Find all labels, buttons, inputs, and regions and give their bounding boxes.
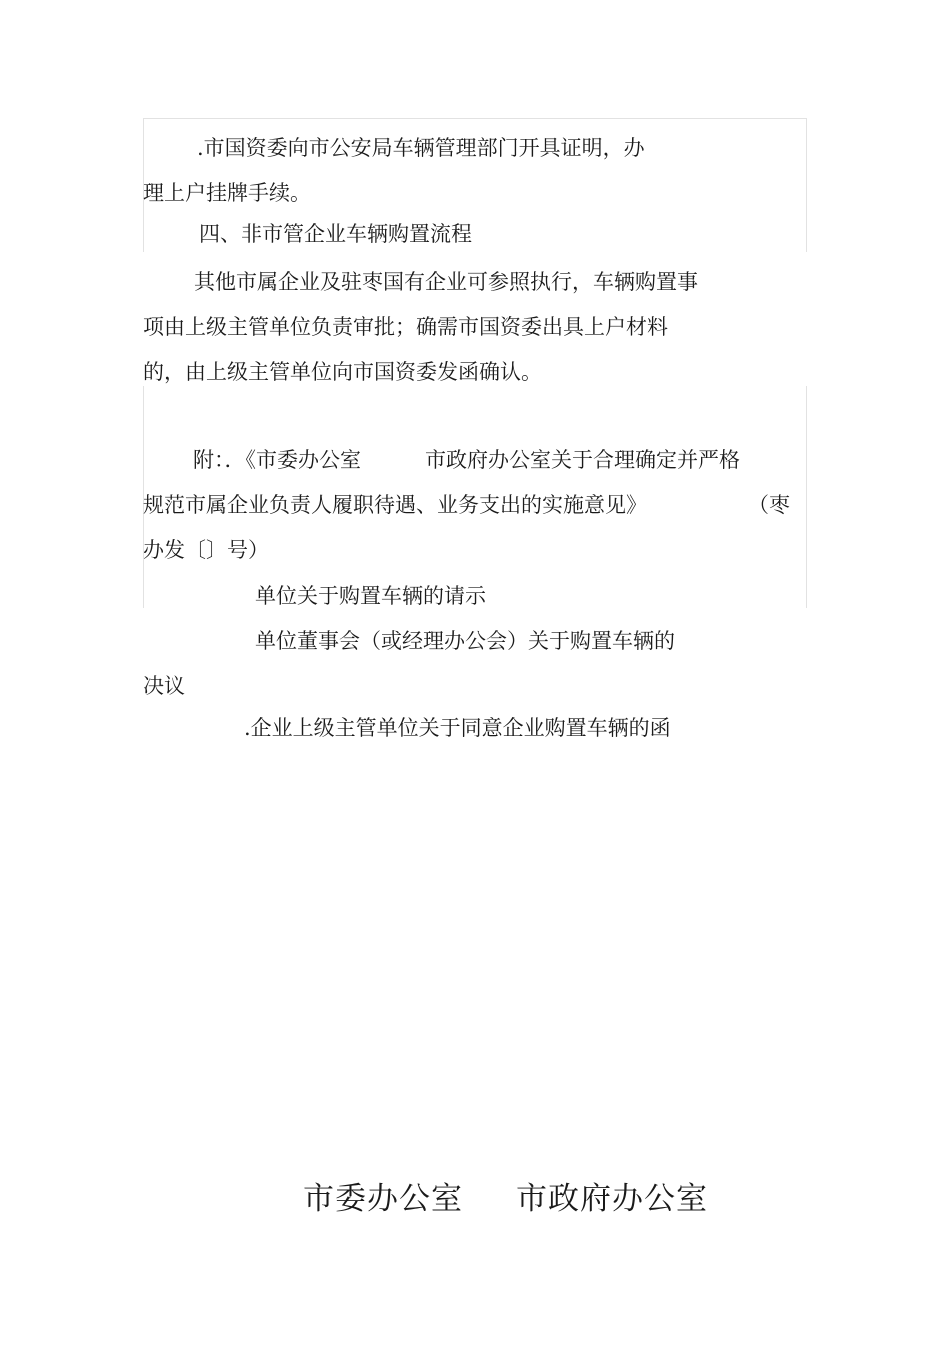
- attachment-line-1b: 市政府办公室关于合理确定并严格: [425, 448, 740, 472]
- paragraph-line-2: 项由上级主管单位负责审批；确需市国资委出具上户材料: [143, 315, 668, 339]
- section-heading: 四、非市管企业车辆购置流程: [199, 222, 472, 246]
- attachment-item-3-line-1: 单位董事会（或经理办公会）关于购置车辆的: [255, 629, 675, 653]
- frame-right-border-upper: [806, 118, 807, 252]
- attachment-line-2a: 规范市属企业负责人履职待遇、业务支出的实施意见》: [143, 493, 647, 517]
- attachment-line-3: 办发〔〕号）: [143, 538, 269, 562]
- attachment-item-4: .企业上级主管单位关于同意企业购置车辆的函: [244, 716, 671, 740]
- frame-top-border: [143, 118, 807, 119]
- issuer-party-office: 市委办公室: [303, 1181, 463, 1217]
- attachment-item-2: 单位关于购置车辆的请示: [255, 584, 486, 608]
- step-text-line-1: .市国资委向市公安局车辆管理部门开具证明，办: [197, 136, 645, 160]
- step-text-line-2: 理上户挂牌手续。: [143, 181, 311, 205]
- attachment-line-2b: （枣: [748, 493, 790, 517]
- issuer-government-office: 市政府办公室: [516, 1181, 708, 1217]
- paragraph-line-1: 其他市属企业及驻枣国有企业可参照执行，车辆购置事: [194, 270, 698, 294]
- attachment-line-1a: 附：．《市委办公室: [193, 448, 361, 472]
- attachment-item-3-line-2: 决议: [143, 674, 185, 698]
- frame-right-border-lower: [806, 386, 807, 608]
- paragraph-line-3: 的，由上级主管单位向市国资委发函确认。: [143, 360, 542, 384]
